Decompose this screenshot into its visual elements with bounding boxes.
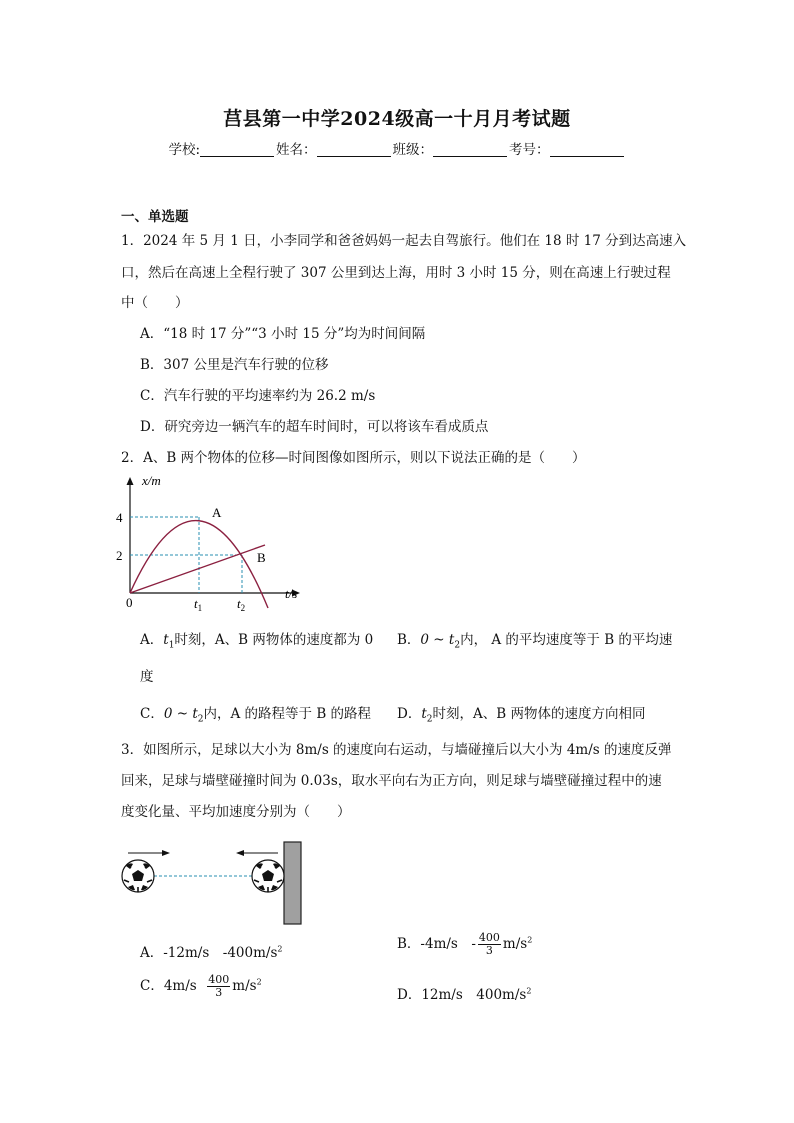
- q3-stem-line3: 度变化量、平均加速度分别为（ ）: [121, 804, 351, 820]
- fraction: $\frac{400}{3}$: [478, 931, 500, 957]
- y-tick-2: 2: [116, 548, 123, 563]
- x-tick-t2: $t_2$: [237, 596, 246, 613]
- section-heading: 一、单选题: [121, 209, 189, 225]
- line-b: [130, 545, 265, 593]
- arrow-right-head: [162, 850, 170, 856]
- arrow-left-head: [236, 850, 244, 856]
- q3-option-d: D．12m/s $400m/s^2$: [397, 986, 532, 1003]
- curve-a-label: A: [212, 505, 222, 520]
- class-label: 班级：: [392, 142, 434, 158]
- q3-ball-wall-figure: [118, 840, 310, 928]
- q1-option-b: B．307 公里是汽车行驶的位移: [140, 357, 329, 373]
- q2-option-d: D．$t_2$时刻，A、B 两物体的速度方向相同: [397, 706, 646, 725]
- wall: [284, 842, 301, 924]
- q2-option-b: B．0 ~ $t_2$内， A 的平均速度等于 B 的平均速: [397, 632, 673, 651]
- q1-option-a: A．“18 时 17 分”“3 小时 15 分”均为时间间隔: [140, 326, 426, 342]
- student-info-row: [0, 138, 794, 158]
- q3-option-b: B．-4m/s - $\frac{400}{3}$ $m/s^2$: [397, 931, 533, 957]
- q2-option-a: A．$t_1$时刻，A、B 两物体的速度都为 0: [140, 632, 374, 651]
- y-axis-label: x/m: [142, 473, 161, 488]
- soccer-ball-icon: [252, 860, 284, 892]
- exam-no-blank: [550, 142, 624, 157]
- x-tick-t1: $t_1$: [194, 596, 203, 613]
- q1-option-d: D．研究旁边一辆汽车的超车时间时，可以将该车看成质点: [140, 419, 489, 435]
- q3-stem-line1: 3．如图所示，足球以大小为 8m/s 的速度向右运动，与墙碰撞后以大小为 4m/s 的速度反弹: [121, 742, 672, 758]
- q3-option-a: A．-12m/s $-400m/s^2$: [140, 944, 283, 961]
- q3-stem-line2: 回来，足球与墙壁碰撞时间为 0.03s，取水平向右为正方向，则足球与墙壁碰撞过程中的速: [121, 773, 662, 789]
- page-title: 莒县第一中学2024级高一十月月考试题: [223, 108, 571, 130]
- q2-stem: 2．A、B 两个物体的位移—时间图像如图所示，则以下说法正确的是（ ）: [121, 450, 586, 466]
- q3-option-c: C．4m/s $\frac{400}{3}$ $m/s^2$: [140, 973, 262, 999]
- fraction: $\frac{400}{3}$: [208, 973, 230, 999]
- q2-option-b-continued: 度: [140, 669, 154, 685]
- origin-label: 0: [126, 595, 133, 610]
- name-blank: [317, 142, 391, 157]
- q1-stem-line2: 口，然后在高速上全程行驶了 307 公里到达上海，用时 3 小时 15 分，则在高速上行驶过程: [121, 265, 671, 281]
- q1-stem-line1: 1．2024 年 5 月 1 日，小李同学和爸爸妈妈一起去自驾旅行。他们在 18 时 17 分到达高速入: [121, 233, 687, 249]
- q2-option-c: C．0 ~ $t_2$内，A 的路程等于 B 的路程: [140, 706, 372, 725]
- soccer-ball-icon: [122, 860, 154, 892]
- y-axis-arrow: [127, 477, 134, 485]
- exam-no-label: 考号：: [509, 142, 550, 158]
- name-label: 姓名：: [276, 142, 317, 158]
- q1-option-c: C．汽车行驶的平均速率约为 26.2 m/s: [140, 388, 376, 404]
- class-blank: [433, 142, 507, 157]
- school-blank: [200, 142, 274, 157]
- q2-xt-graph: [118, 470, 308, 616]
- y-tick-4: 4: [116, 510, 123, 525]
- school-label: 学校:: [168, 142, 201, 158]
- line-b-label: B: [257, 550, 266, 565]
- x-axis-label: t/s: [285, 586, 298, 601]
- q1-stem-line3: 中（ ）: [121, 295, 189, 311]
